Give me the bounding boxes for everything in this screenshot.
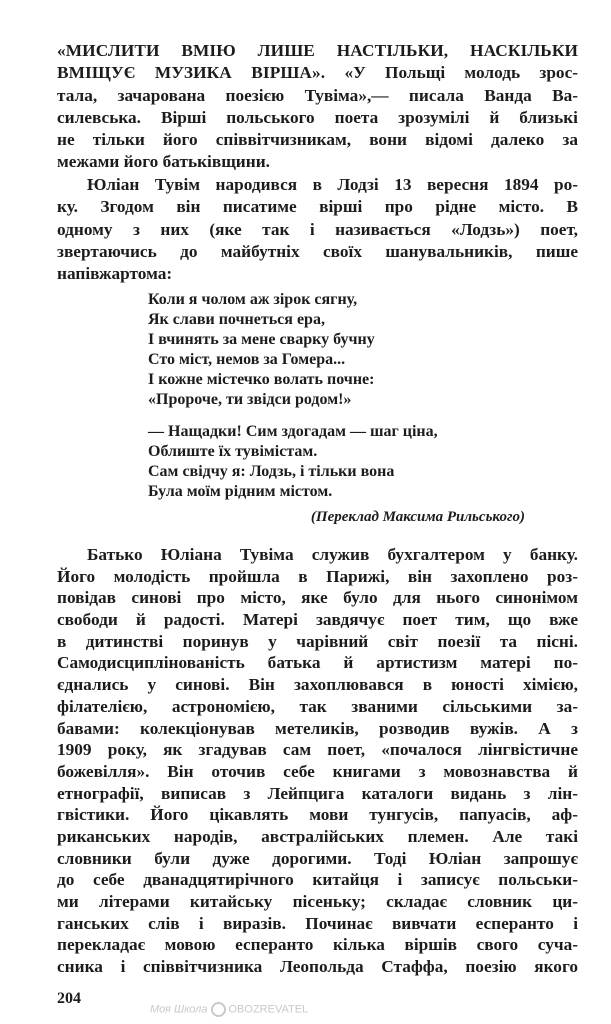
text-line: філателією, астрономією, так званими сільськими за- (57, 696, 578, 716)
text-line: звертаючись до майбутніх своїх шанувальників, пише (57, 241, 578, 261)
text-line: силевська. Вірші польського поета зрозумілі й близькі (57, 107, 578, 127)
text-line: Сто міст, немов за Гомера... (148, 351, 346, 368)
text-line: перекладає мовою есперанто кілька віршів свого суча- (57, 935, 578, 955)
poem-stanza-1 (148, 290, 375, 410)
text-line: свободи й радості. Матері завдячує поет тим, що вже (57, 610, 578, 630)
text-line: не тільки його співвітчизникам, вони відомі далеко за (57, 130, 578, 150)
text-line: єднались у синові. Він захоплювався в юності хімією, (57, 675, 578, 695)
poem-attribution: (Переклад Максима Рильського) (310, 509, 525, 525)
text-line: тала, зачарована поезією Тувіма»,— писала Ванда Ва- (57, 85, 578, 105)
text-line: Облиште їх тувімістам. (148, 443, 318, 460)
watermark (150, 1002, 308, 1017)
text-line: 1909 року, як згадував сам поет, «почалося лінгвістичне (57, 740, 578, 760)
paragraph-3 (57, 544, 578, 978)
text-line: ми літерами китайську пісеньку; складає словник ци- (57, 892, 578, 911)
text-line: — Нащадки! Сим здогадам — шаг ціна, (148, 423, 438, 440)
text-line: Була моїм рідним містом. (148, 483, 333, 500)
text-line: до себе дванадцятирічного китайця і записує польськи- (57, 870, 578, 890)
text-line: Юліан Тувім народився в Лодзі 13 вересня 1894 ро- (87, 175, 578, 194)
paragraph-1 (57, 40, 578, 174)
text-line: Як слави почнеться ера, (148, 311, 325, 328)
text-line: в дитинстві поринув у чарівний світ поезії та пісні. (57, 631, 578, 651)
heading-line (57, 62, 578, 84)
text-line: Коли я чолом аж зірок сягну, (148, 291, 358, 308)
watermark-brand-text: OBOZREVATEL (228, 1003, 309, 1016)
text-line: етнографії, виписав з Лейпцига каталоги видань з лін- (57, 783, 578, 803)
text-line: Батько Юліана Тувіма служив бухгалтером у банку. (87, 545, 578, 564)
page-number: 204 (57, 990, 81, 1007)
text-line: сника і співвітчизника Леопольда Стаффа, поезію якого (57, 957, 578, 977)
text-line: ганських слів і виразів. Починає вивчати есперанто і (57, 913, 578, 933)
paragraph-2 (57, 174, 578, 285)
poem-stanza-2 (148, 422, 438, 502)
text-line: Сам свідчу я: Лодзь, і тільки вона (148, 463, 395, 480)
heading-bold-text: ВМІЩУЄ МУЗИКА ВІРША». (57, 63, 326, 83)
text-line: напівжартома: (57, 264, 173, 284)
watermark-logo-icon (211, 1002, 226, 1017)
text-line: ку. Згодом він писатиме вірші про рідне місто. В (57, 197, 578, 217)
text-line: словники були дуже дорогими. Тоді Юліан запрошує (57, 848, 578, 868)
text-line: Його молодість пройшла в Парижі, він захоплено роз- (57, 566, 578, 586)
text-line: одному з них (яке так і називається «Лодзь») поет, (57, 219, 578, 239)
text-line: риканських народів, австралійських племен. Але такі (57, 826, 578, 846)
quote-text: «У Польщі молодь зрос- (325, 63, 578, 83)
text-line: І кожне містечко волать почне: (148, 371, 375, 388)
text-line: божевілля». Він оточив себе книгами з мовознавства й (57, 761, 578, 781)
text-line: Самодисциплінованість батька й артистизм матері по- (57, 653, 578, 673)
text-line: гвістики. Його цікавлять мови тунгусів, папуасів, аф- (57, 805, 578, 825)
watermark-school-text: Моя Школа (150, 1003, 208, 1016)
text-line: межами його батьківщини. (57, 152, 270, 172)
text-line: І вчинять за мене сварку бучну (148, 331, 375, 348)
text-line: бавами: колекціонував метеликів, розводив вужів. А з (57, 718, 578, 738)
text-line: повідав синові про місто, яке було для нього синонімом (57, 588, 578, 608)
text-line: «Пророче, ти звідси родом!» (148, 391, 352, 408)
heading-line: «МИСЛИТИ ВМІЮ ЛИШЕ НАСТІЛЬКИ, НАСКІЛЬКИ (57, 41, 578, 60)
